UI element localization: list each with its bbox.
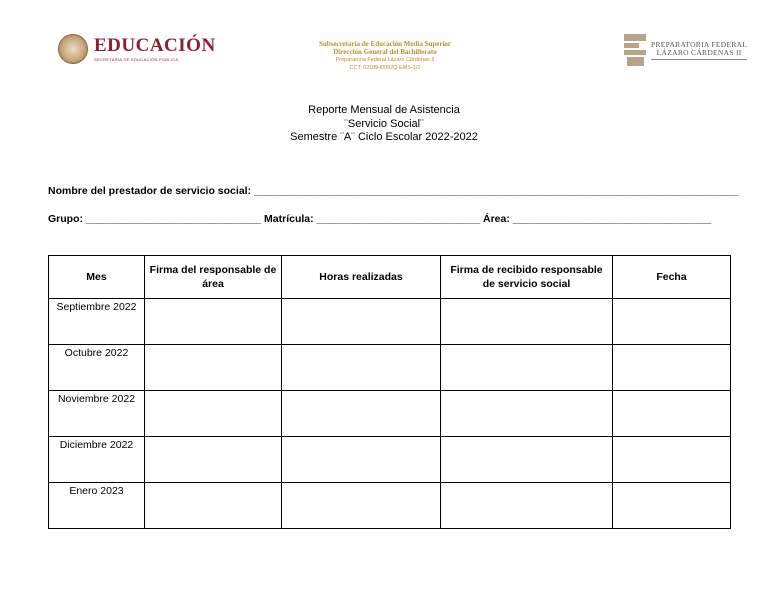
group-field[interactable]: Grupo: ______________________________ bbox=[48, 213, 262, 225]
month-cell: Octubre 2022 bbox=[49, 345, 145, 391]
month-cell: Noviembre 2022 bbox=[49, 391, 145, 437]
col-header-date: Fecha bbox=[613, 256, 731, 299]
report-title bbox=[0, 104, 768, 145]
provider-name-field[interactable]: Nombre del prestador de servicio social: ___________________________________________________________________________________ bbox=[48, 185, 739, 197]
education-logo-text: EDUCACIÓN bbox=[94, 35, 216, 56]
report-title-line-3: Semestre ¨A¨ Ciclo Escolar 2022-2022 bbox=[290, 131, 478, 143]
area-signature-cell[interactable] bbox=[145, 299, 282, 345]
table-row bbox=[49, 437, 731, 483]
table-row bbox=[49, 391, 731, 437]
report-title-line-1: Reporte Mensual de Asistencia bbox=[308, 104, 460, 116]
attendance-table bbox=[48, 255, 731, 529]
date-cell[interactable] bbox=[613, 437, 731, 483]
receipt-signature-cell[interactable] bbox=[441, 437, 613, 483]
area-signature-cell[interactable] bbox=[145, 437, 282, 483]
institution-line-4: CCT: 02DBH0002Q EMS-1/2 bbox=[349, 65, 421, 71]
receipt-signature-cell[interactable] bbox=[441, 299, 613, 345]
area-field[interactable]: Área: __________________________________ bbox=[482, 213, 712, 225]
institution-line-3: Preparatoria Federal Lázaro Cárdenas II bbox=[335, 57, 435, 63]
table-header-row bbox=[49, 256, 731, 299]
hours-cell[interactable] bbox=[282, 483, 441, 529]
school-logo bbox=[624, 34, 747, 66]
area-signature-cell[interactable] bbox=[145, 391, 282, 437]
form-row-group bbox=[48, 213, 711, 225]
date-cell[interactable] bbox=[613, 483, 731, 529]
table-row bbox=[49, 483, 731, 529]
enrollment-field[interactable]: Matrícula: ____________________________ bbox=[264, 213, 481, 225]
receipt-signature-cell[interactable] bbox=[441, 483, 613, 529]
hours-cell[interactable] bbox=[282, 391, 441, 437]
month-cell: Septiembre 2022 bbox=[49, 299, 145, 345]
hours-cell[interactable] bbox=[282, 437, 441, 483]
receipt-signature-cell[interactable] bbox=[441, 391, 613, 437]
education-logo-subtext: SECRETARÍA DE EDUCACIÓN PÚBLICA bbox=[94, 57, 179, 62]
institution-line-1: Subsecretaría de Educación Media Superior bbox=[318, 40, 452, 48]
date-cell[interactable] bbox=[613, 391, 731, 437]
col-header-month: Mes bbox=[49, 256, 145, 299]
institution-header bbox=[300, 40, 470, 72]
receipt-signature-cell[interactable] bbox=[441, 345, 613, 391]
institution-line-2: Dirección General del Bachillerato bbox=[333, 48, 437, 56]
school-name-line-1: PREPARATORIA FEDERAL bbox=[651, 39, 748, 49]
col-header-area-signature: Firma del responsable de área bbox=[145, 256, 282, 299]
col-header-receipt-signature: Firma de recibido responsable de servicio social bbox=[441, 256, 613, 299]
table-row bbox=[49, 345, 731, 391]
national-seal-icon bbox=[58, 34, 88, 64]
area-signature-cell[interactable] bbox=[145, 483, 282, 529]
school-emblem-icon bbox=[624, 34, 646, 66]
col-header-hours: Horas realizadas bbox=[282, 256, 441, 299]
school-name-line-2: LÁZARO CÁRDENAS II bbox=[656, 47, 742, 57]
hours-cell[interactable] bbox=[282, 299, 441, 345]
hours-cell[interactable] bbox=[282, 345, 441, 391]
area-signature-cell[interactable] bbox=[145, 345, 282, 391]
date-cell[interactable] bbox=[613, 345, 731, 391]
divider bbox=[651, 59, 747, 60]
table-row bbox=[49, 299, 731, 345]
month-cell: Diciembre 2022 bbox=[49, 437, 145, 483]
report-title-line-2: ¨Servicio Social¨ bbox=[344, 117, 424, 130]
sep-logo bbox=[58, 34, 216, 64]
month-cell: Enero 2023 bbox=[49, 483, 145, 529]
date-cell[interactable] bbox=[613, 299, 731, 345]
